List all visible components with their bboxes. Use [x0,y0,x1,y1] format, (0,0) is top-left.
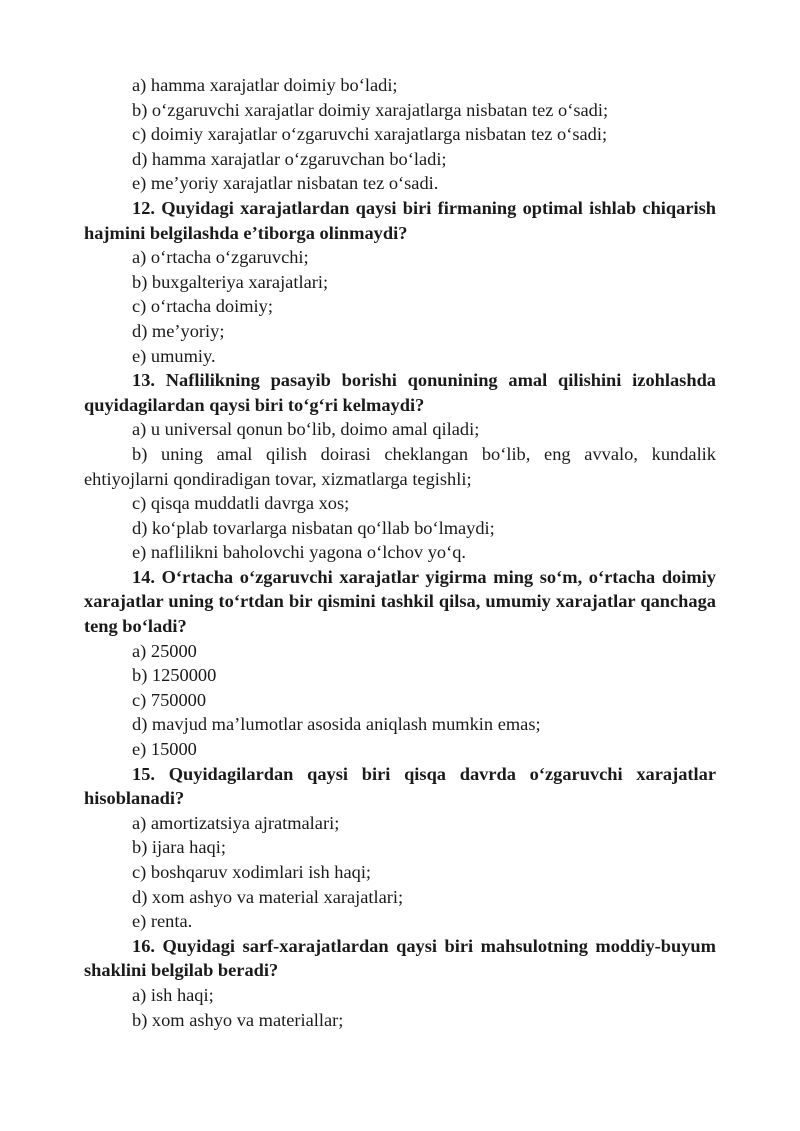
option-12-a: a) o‘rtacha o‘zgaruvchi; [132,247,309,268]
option-14-d: d) mavjud ma’lumotlar asosida aniqlash mumkin emas; [132,714,541,735]
option-13-d: d) ko‘plab tovarlarga nisbatan qo‘llab bo‘lmaydi; [132,517,495,538]
question-16 [84,934,716,1032]
option-13-c: c) qisqa muddatli davrga xos; [132,493,350,514]
option-12-e: e) umumiy. [132,345,216,366]
option-14-c: c) 750000 [132,689,207,710]
option-15-c: c) boshqaruv xodimlari ish haqi; [132,862,372,882]
option-15-a: a) amortizatsiya ajratmalari; [132,812,340,833]
question-15 [84,762,716,934]
document-page [84,73,716,1032]
question-14-text: 14. O‘rtacha o‘zgaruvchi xarajatlar yigirma ming so‘m, o‘rtacha doimiy xarajatlar uning to‘rtdan bir qismini tashkil qilsa, umumiy xarajatlar qanchaga teng bo‘ladi? [84,566,716,637]
question-14 [84,565,716,762]
option-11-e: e) me’yoriy xarajatlar nisbatan tez o‘sadi. [132,173,439,194]
question-12 [84,196,716,368]
option-11-b: b) o‘zgaruvchi xarajatlar doimiy xarajatlarga nisbatan tez o‘sadi; [132,99,609,120]
option-11-c: c) doimiy xarajatlar o‘zgaruvchi xarajatlarga nisbatan tez o‘sadi; [132,124,608,145]
question-11-options [84,73,716,196]
question-16-text: 16. Quyidagi sarf-xarajatlardan qaysi biri mahsulotning moddiy-buyum shaklini belgilab beradi? [84,935,716,981]
option-16-b: b) xom ashyo va materiallar; [132,1009,344,1030]
option-13-b: b) uning amal qilish doirasi cheklangan bo‘lib, eng avvalo, kundalik ehtiyojlarni qondiradigan tovar, xizmatlarga tegishli; [84,443,716,489]
option-14-b: b) 1250000 [132,665,217,686]
option-15-b: b) ijara haqi; [132,837,226,858]
question-13-text: 13. Naflilikning pasayib borishi qonunining amal qilishini izohlashda quyidagilardan qaysi biri to‘g‘ri kelmaydi? [84,370,716,415]
option-12-c: c) o‘rtacha doimiy; [132,296,273,317]
option-12-b: b) buxgalteriya xarajatlari; [132,271,329,292]
option-14-e: e) 15000 [132,739,197,760]
question-13 [84,368,716,565]
option-11-d: d) hamma xarajatlar o‘zgaruvchan bo‘ladi; [132,148,447,169]
question-15-text: 15. Quyidagilardan qaysi biri qisqa davrda o‘zgaruvchi xarajatlar hisoblanadi? [84,763,716,809]
question-12-text: 12. Quyidagi xarajatlardan qaysi biri firmaning optimal ishlab chiqarish hajmini belgilashda e’tiborga olinmaydi? [84,197,716,243]
option-12-d: d) me’yoriy; [132,320,225,341]
option-15-e: e) renta. [132,911,193,932]
option-16-a: a) ish haqi; [132,984,214,1005]
option-15-d: d) xom ashyo va material xarajatlari; [132,886,404,907]
option-13-e: e) naflilikni baholovchi yagona o‘lchov yo‘q. [132,542,467,563]
option-11-a: a) hamma xarajatlar doimiy bo‘ladi; [132,75,398,95]
option-13-a: a) u universal qonun bo‘lib, doimo amal qiladi; [132,419,480,440]
option-14-a: a) 25000 [132,640,197,661]
